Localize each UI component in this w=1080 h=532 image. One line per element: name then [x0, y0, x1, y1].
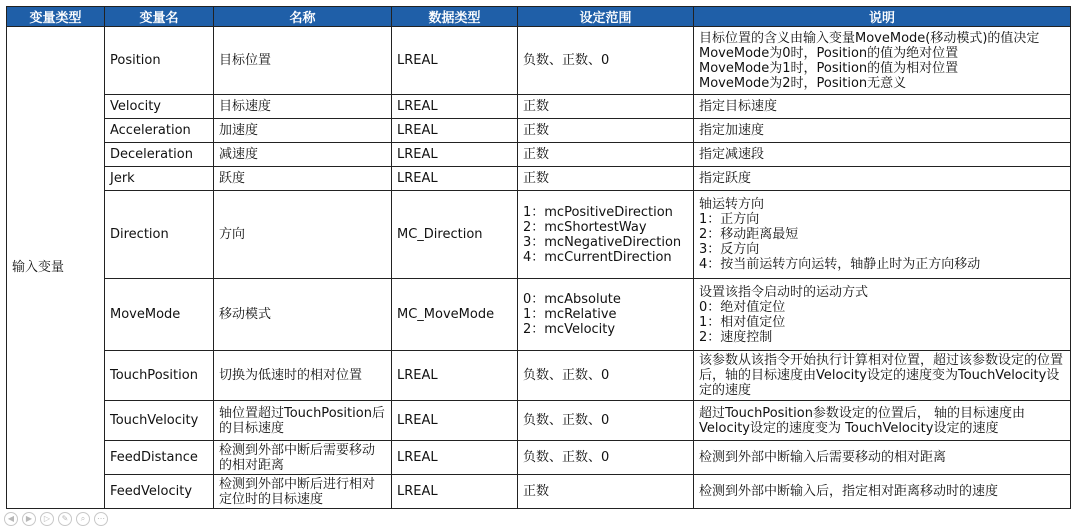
description-cell: 指定跃度 — [694, 167, 1071, 191]
range-cell: 正数 — [518, 119, 694, 143]
header-row — [7, 7, 1071, 27]
description-cell: 指定减速段 — [694, 143, 1071, 167]
var-name-cell: Direction — [105, 191, 214, 279]
label-cell: 方向 — [214, 191, 392, 279]
header-data-type: 数据类型 — [392, 7, 518, 27]
table-row — [7, 143, 1071, 167]
type-cell: LREAL — [392, 167, 518, 191]
table-row — [7, 27, 1071, 95]
range-cell: 正数 — [518, 475, 694, 509]
header-var-category: 变量类型 — [7, 7, 105, 27]
var-name-cell: FeedVelocity — [105, 475, 214, 509]
type-cell: LREAL — [392, 119, 518, 143]
label-cell: 目标速度 — [214, 95, 392, 119]
type-cell: LREAL — [392, 441, 518, 475]
description-cell: 检测到外部中断输入后需要移动的相对距离 — [694, 441, 1071, 475]
range-cell: 正数 — [518, 167, 694, 191]
play-icon[interactable]: ▶ — [22, 512, 36, 526]
more-icon[interactable]: ⋯ — [94, 512, 108, 526]
header-description: 说明 — [694, 7, 1071, 27]
table-row — [7, 475, 1071, 509]
range-cell: 0：mcAbsolute 1：mcRelative 2：mcVelocity — [518, 279, 694, 351]
label-cell: 检测到外部中断后需要移动的相对距离 — [214, 441, 392, 475]
var-name-cell: Position — [105, 27, 214, 95]
var-name-cell: Jerk — [105, 167, 214, 191]
description-cell: 超过TouchPosition参数设定的位置后， 轴的目标速度由Velocity设定的速度变为 TouchVelocity设定的速度 — [694, 401, 1071, 441]
type-cell: MC_Direction — [392, 191, 518, 279]
table-row — [7, 441, 1071, 475]
edit-icon[interactable]: ✎ — [58, 512, 72, 526]
table-row — [7, 191, 1071, 279]
description-cell: 指定加速度 — [694, 119, 1071, 143]
description-cell: 检测到外部中断输入后，指定相对距离移动时的速度 — [694, 475, 1071, 509]
var-name-cell: Acceleration — [105, 119, 214, 143]
type-cell: LREAL — [392, 401, 518, 441]
table-row — [7, 119, 1071, 143]
table-row — [7, 279, 1071, 351]
description-cell: 目标位置的含义由输入变量MoveMode(移动模式)的值决定 MoveMode为0时，Position的值为绝对位置 MoveMode为1时，Position的值为相对位置 MoveMode为2时，Position无意义 — [694, 27, 1071, 95]
slide-controls — [4, 512, 108, 526]
zoom-icon[interactable]: ⌕ — [76, 512, 90, 526]
category-cell: 输入变量 — [7, 27, 105, 509]
type-cell: LREAL — [392, 95, 518, 119]
description-cell: 设置该指令启动时的运动方式 0：绝对值定位 1：相对值定位 2：速度控制 — [694, 279, 1071, 351]
range-cell: 1：mcPositiveDirection 2：mcShortestWay 3：mcNegativeDirection 4：mcCurrentDirection — [518, 191, 694, 279]
label-cell: 移动模式 — [214, 279, 392, 351]
description-cell: 轴运转方向 1：正方向 2：移动距离最短 3：反方向 4：按当前运转方向运转，轴静止时为正方向移动 — [694, 191, 1071, 279]
label-cell: 检测到外部中断后进行相对定位时的目标速度 — [214, 475, 392, 509]
prev-icon[interactable]: ◀ — [4, 512, 18, 526]
label-cell: 加速度 — [214, 119, 392, 143]
range-cell: 负数、正数、0 — [518, 351, 694, 401]
table-row — [7, 95, 1071, 119]
var-name-cell: TouchVelocity — [105, 401, 214, 441]
table-row — [7, 167, 1071, 191]
var-name-cell: Deceleration — [105, 143, 214, 167]
type-cell: LREAL — [392, 475, 518, 509]
range-cell: 负数、正数、0 — [518, 27, 694, 95]
var-name-cell: Velocity — [105, 95, 214, 119]
var-name-cell: FeedDistance — [105, 441, 214, 475]
table-row — [7, 351, 1071, 401]
range-cell: 负数、正数、0 — [518, 441, 694, 475]
type-cell: MC_MoveMode — [392, 279, 518, 351]
next-icon[interactable]: ▷ — [40, 512, 54, 526]
type-cell: LREAL — [392, 351, 518, 401]
range-cell: 负数、正数、0 — [518, 401, 694, 441]
range-cell: 正数 — [518, 95, 694, 119]
label-cell: 减速度 — [214, 143, 392, 167]
type-cell: LREAL — [392, 143, 518, 167]
type-cell: LREAL — [392, 27, 518, 95]
label-cell: 轴位置超过TouchPosition后的目标速度 — [214, 401, 392, 441]
range-cell: 正数 — [518, 143, 694, 167]
label-cell: 跃度 — [214, 167, 392, 191]
table-row — [7, 401, 1071, 441]
parameter-table — [6, 6, 1071, 509]
header-label: 名称 — [214, 7, 392, 27]
label-cell: 目标位置 — [214, 27, 392, 95]
header-var-name: 变量名 — [105, 7, 214, 27]
var-name-cell: MoveMode — [105, 279, 214, 351]
label-cell: 切换为低速时的相对位置 — [214, 351, 392, 401]
description-cell: 指定目标速度 — [694, 95, 1071, 119]
header-range: 设定范围 — [518, 7, 694, 27]
description-cell: 该参数从该指令开始执行计算相对位置，超过该参数设定的位置后，轴的目标速度由Velocity设定的速度变为TouchVelocity设定的速度 — [694, 351, 1071, 401]
var-name-cell: TouchPosition — [105, 351, 214, 401]
